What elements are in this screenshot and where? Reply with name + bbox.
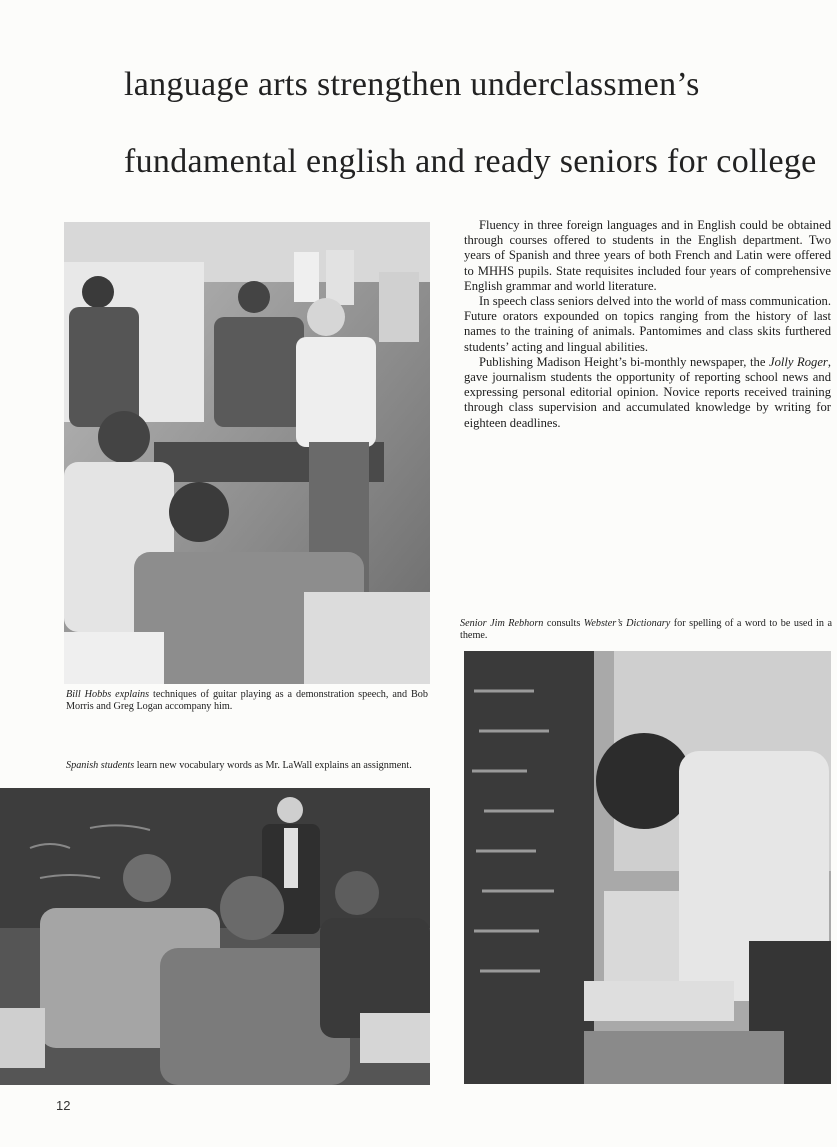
- paragraph-3-end: , gave journalism students the opportunity of reporting school news and expressing personal editorial opinion. Novice reports received training through class supervision and accumulated knowledge by writing for eighteen deadlines.: [464, 354, 831, 430]
- photo-spanish-class: [0, 788, 430, 1085]
- newspaper-title: Jolly Roger: [769, 354, 828, 369]
- headline-line-1: language arts strengthen underclassmen’s: [124, 66, 700, 103]
- page-number: 12: [56, 1098, 71, 1113]
- caption-dictionary-lead: Senior Jim Rebhorn: [460, 618, 544, 629]
- caption-dictionary: [460, 618, 832, 642]
- caption-spanish-rest: learn new vocabulary words as Mr. LaWall explains an assignment.: [134, 760, 412, 771]
- caption-guitar-lead: Bill Hobbs explains: [66, 689, 150, 700]
- caption-spanish-lead: Spanish students: [66, 760, 135, 771]
- photo-guitar-demonstration: [64, 222, 430, 684]
- body-paragraph-1: Fluency in three foreign languages and in English could be obtained through courses offered to students in the English department. Two years of Spanish and three years of both French and Latin were offered to MHHS pupils. State requisites included four years of comprehensive English grammar and world literature.: [464, 218, 831, 293]
- caption-dictionary-mid: consults: [543, 618, 584, 629]
- caption-guitar: [66, 689, 428, 713]
- body-paragraph-3: [464, 355, 831, 431]
- dictionary-title: Webster’s Dictionary: [583, 618, 671, 629]
- caption-spanish: [66, 760, 428, 772]
- paragraph-3-start: Publishing Madison Height’s bi-monthly newspaper, the: [479, 354, 769, 369]
- caption-dictionary-rest: for spelling of a word to be used in a theme.: [460, 618, 832, 641]
- body-paragraph-2: In speech class seniors delved into the world of mass communication. Future orators expounded on topics ranging from the history of last names to the training of animals. Pantomimes and class skits furthered students’ acting and lingual abilities.: [464, 294, 831, 354]
- photo-dictionary-student: [464, 651, 831, 1084]
- headline-line-2: fundamental english and ready seniors for college: [124, 143, 817, 180]
- caption-guitar-rest: techniques of guitar playing as a demonstration speech, and Bob Morris and Greg Logan accompany him.: [66, 689, 428, 712]
- article-body: [464, 218, 831, 431]
